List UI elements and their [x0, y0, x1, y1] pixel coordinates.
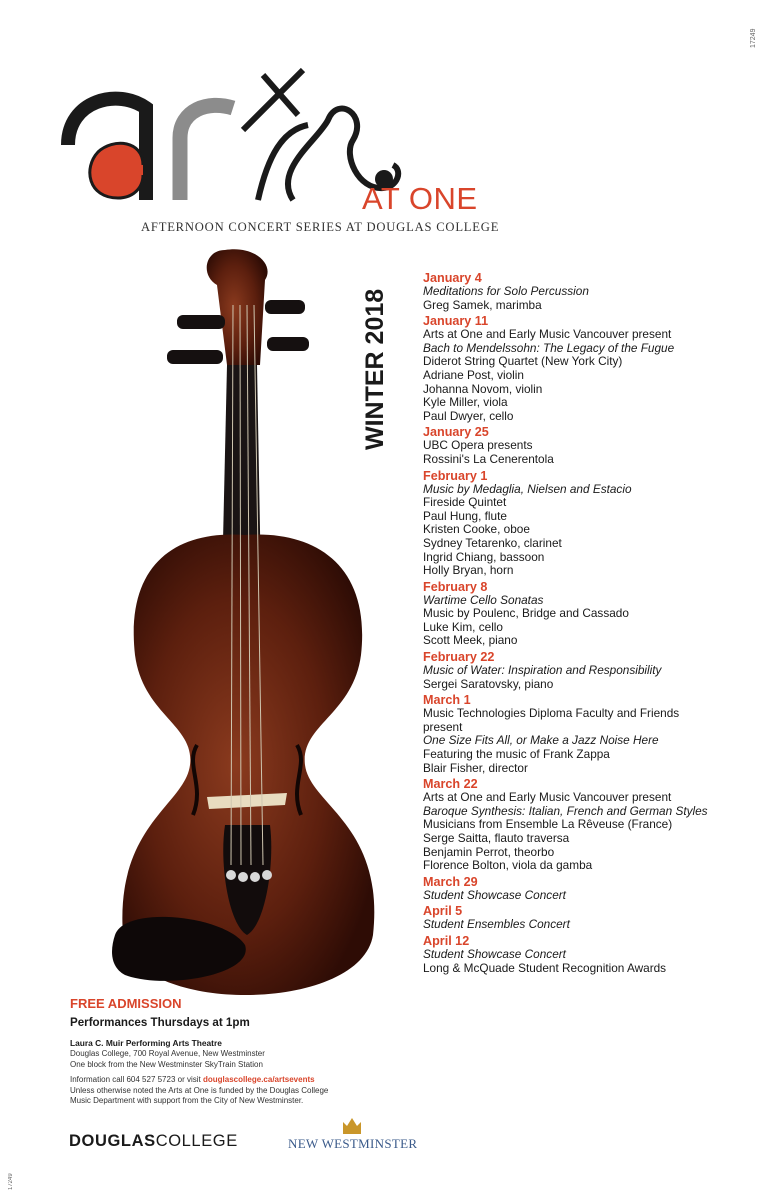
funding-note-1: Unless otherwise noted the Arts at One is funded by the Douglas College — [70, 1085, 329, 1095]
event-detail: Music by Poulenc, Bridge and Cassado — [423, 606, 629, 621]
event-detail: Baroque Synthesis: Italian, French and German Styles — [423, 803, 708, 818]
contact-prefix: Information call 604 527 5723 or visit — [70, 1075, 203, 1084]
event-detail: Johanna Novom, violin — [423, 381, 543, 396]
event-detail: Holly Bryan, horn — [423, 563, 514, 578]
event-detail: Music by Medaglia, Nielsen and Estacio — [423, 481, 632, 496]
venue-address: Douglas College, 700 Royal Avenue, New Westminster — [70, 1049, 265, 1058]
event-detail: Student Showcase Concert — [423, 887, 566, 902]
event-detail: Wartime Cello Sonatas — [423, 592, 544, 607]
funding-note-2: Music Department with support from the City of New Westminster. — [70, 1096, 304, 1105]
event-detail: Rossini's La Cenerentola — [423, 451, 554, 466]
event-item — [423, 875, 768, 903]
event-item — [423, 777, 768, 873]
event-detail: Arts at One and Early Music Vancouver present — [423, 790, 672, 805]
contact-line — [70, 1075, 390, 1086]
event-detail: Luke Kim, cello — [423, 619, 503, 634]
event-item — [423, 934, 768, 975]
event-detail: Fireside Quintet — [423, 495, 507, 510]
douglas-college-logo: DOUGLASCOLLEGE — [69, 1132, 238, 1150]
event-detail: Blair Fisher, director — [423, 760, 528, 775]
event-detail: Diderot String Quartet (New York City) — [423, 354, 623, 369]
free-admission: FREE ADMISSION — [70, 996, 182, 1011]
print-code-top: 17249 — [750, 28, 757, 48]
event-detail: Arts at One and Early Music Vancouver present — [423, 327, 672, 342]
event-detail: One Size Fits All, or Make a Jazz Noise Here — [423, 733, 659, 748]
venue-name: Laura C. Muir Performing Arts Theatre — [70, 1038, 222, 1048]
event-detail: Bach to Mendelssohn: The Legacy of the Fugue — [423, 340, 675, 355]
at-one-heading: AT ONE — [362, 181, 478, 216]
event-detail: Serge Saitta, flauto traversa — [423, 831, 570, 845]
event-detail: UBC Opera presents — [423, 438, 533, 453]
event-detail: Scott Meek, piano — [423, 633, 518, 648]
event-item — [423, 469, 768, 578]
series-subtitle: AFTERNOON CONCERT SERIES AT DOUGLAS COLLEGE — [141, 220, 500, 234]
event-detail: Music of Water: Inspiration and Responsibility — [423, 663, 662, 678]
concert-schedule — [423, 271, 768, 977]
event-detail: Sydney Tetarenko, clarinet — [423, 535, 562, 550]
event-detail: Ingrid Chiang, bassoon — [423, 549, 545, 564]
season-label: WINTER 2018 — [361, 288, 389, 450]
event-item — [423, 650, 768, 691]
event-detail: Student Ensembles Concert — [423, 917, 570, 932]
new-westminster-logo: NEW WESTMINSTER — [288, 1115, 418, 1155]
event-detail: Florence Bolton, viola da gamba — [423, 858, 593, 873]
event-date: February 22 — [423, 650, 495, 665]
event-item — [423, 271, 768, 312]
performance-times: Performances Thursdays at 1pm — [70, 1016, 250, 1029]
event-date: March 29 — [423, 874, 478, 889]
events-link[interactable]: douglascollege.ca/artsevents — [202, 1075, 315, 1084]
event-detail: Greg Samek, marimba — [423, 297, 542, 312]
event-detail: Kristen Cooke, oboe — [423, 522, 530, 537]
event-item — [423, 580, 768, 648]
event-item — [423, 904, 768, 932]
event-detail: Adriane Post, violin — [423, 367, 524, 382]
event-detail: Benjamin Perrot, theorbo — [423, 844, 555, 859]
event-detail: Long & McQuade Student Recognition Awards — [423, 960, 667, 975]
event-detail: Featuring the music of Frank Zappa — [423, 747, 610, 762]
event-detail: Paul Hung, flute — [423, 508, 507, 523]
event-detail: present — [423, 719, 463, 734]
event-detail: Musicians from Ensemble La Rêveuse (France) — [423, 817, 673, 832]
event-item — [423, 693, 768, 775]
event-date: January 25 — [423, 425, 489, 440]
event-date: April 5 — [423, 904, 463, 919]
event-detail: Music Technologies Diploma Faculty and Friends — [423, 706, 680, 721]
event-date: January 4 — [423, 271, 482, 285]
event-date: February 8 — [423, 579, 488, 594]
event-detail: Meditations for Solo Percussion — [423, 284, 589, 298]
event-date: March 1 — [423, 693, 471, 708]
event-item — [423, 314, 768, 423]
event-detail: Paul Dwyer, cello — [423, 408, 514, 423]
admission-info — [70, 996, 390, 1107]
print-code-bottom: 17249 — [8, 1173, 14, 1190]
crown-icon — [341, 1115, 363, 1135]
event-detail: Kyle Miller, viola — [423, 395, 508, 410]
event-date: January 11 — [423, 314, 489, 329]
event-item — [423, 425, 768, 466]
event-date: February 1 — [423, 468, 488, 483]
event-detail: Student Showcase Concert — [423, 946, 566, 961]
venue-directions: One block from the New Westminster SkyTrain Station — [70, 1059, 263, 1069]
event-date: April 12 — [423, 933, 470, 948]
event-date: March 22 — [423, 777, 478, 792]
event-detail: Sergei Saratovsky, piano — [423, 676, 554, 691]
